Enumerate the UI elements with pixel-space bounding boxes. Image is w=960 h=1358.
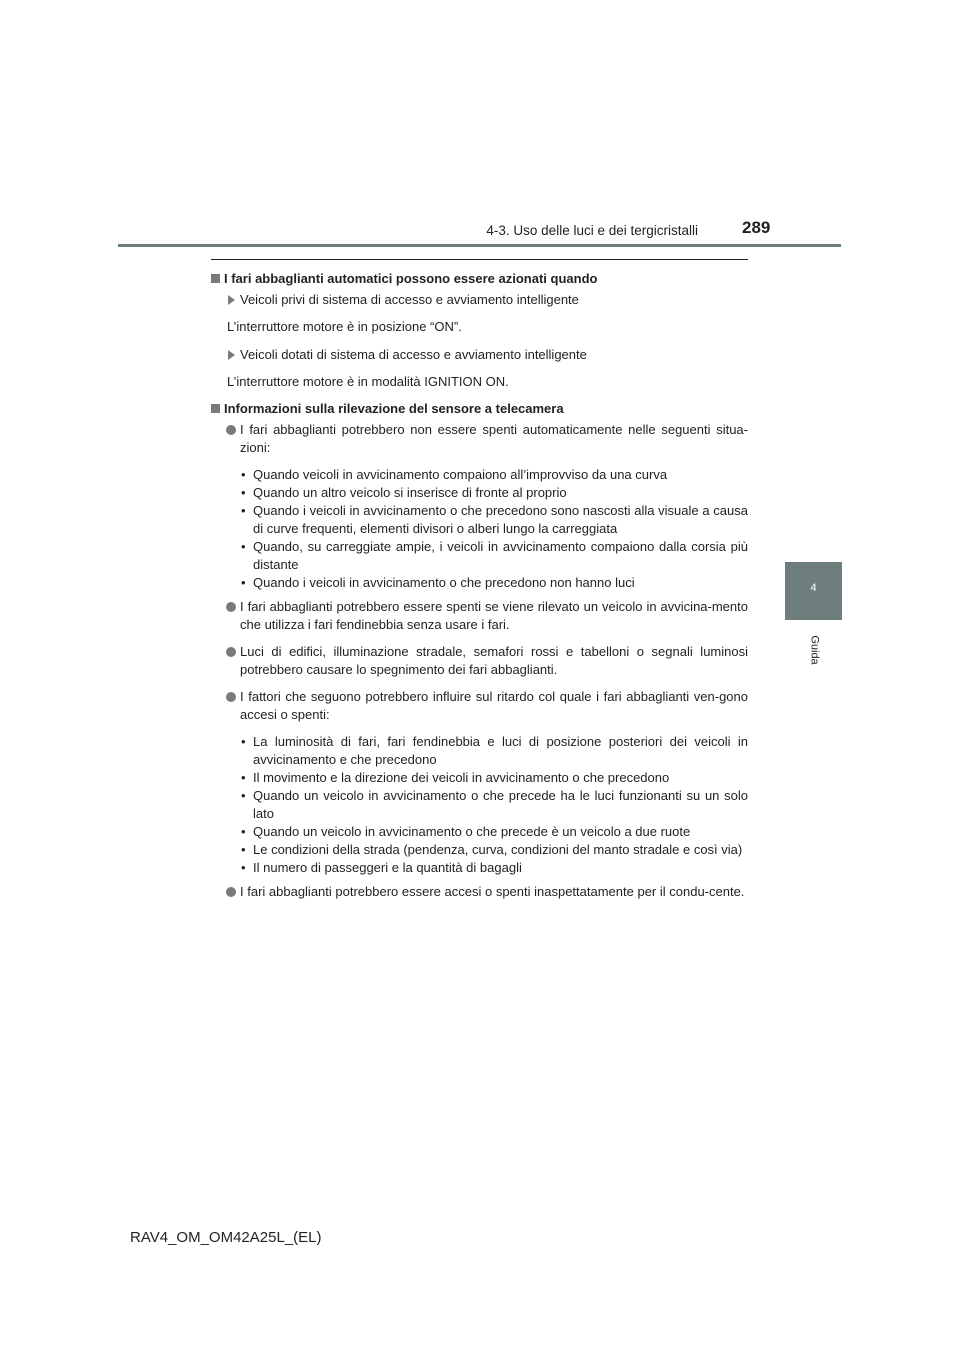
chapter-label: Guida [808, 635, 821, 665]
list-item: • Quando, su carreggiate ampie, i veicoli in avvicinamento compaiono dalla corsia più distante [241, 539, 748, 572]
chapter-number: 4 [810, 582, 817, 594]
header-rule [118, 244, 841, 247]
section-heading [211, 400, 748, 418]
circle-bullet-icon [226, 602, 236, 612]
list-item: • Il movimento e la direzione dei veicoli in avvicinamento o che precedono [241, 770, 670, 785]
list-item: • Quando un altro veicolo si inserisce di fronte al proprio [241, 485, 567, 500]
list-item: • Quando i veicoli in avvicinamento o che precedono non hanno luci [241, 575, 635, 590]
list-item: • Quando un veicolo in avvicinamento o che precede è un veicolo a due ruote [241, 824, 691, 839]
list-item: • Il numero di passeggeri e la quantità di bagagli [241, 860, 522, 875]
list-item: • Quando un veicolo in avvicinamento o che precede ha le luci funzionanti su un solo lato [241, 788, 748, 821]
circle-bullet-icon [226, 887, 236, 897]
info-bullet [211, 421, 748, 457]
content-rule [211, 259, 748, 260]
sub-list [211, 733, 748, 877]
bullet-text: I fari abbaglianti potrebbero essere spenti se viene rilevato un veicolo in avvicina-mento che utilizza i fari fendinebbia senza usare i fari. [240, 599, 748, 632]
circle-bullet-icon [226, 425, 236, 435]
bullet-text: Luci di edifici, illuminazione stradale, semafori rossi e tabelloni o segnali luminosi potrebbero causare lo spegnimento dei fari abbaglianti. [240, 644, 748, 677]
condition-title: Veicoli dotati di sistema di accesso e avviamento intelligente [240, 347, 587, 362]
arrow-right-icon [228, 350, 235, 360]
info-bullet [211, 643, 748, 679]
section-heading [211, 270, 748, 288]
list-item: • Quando i veicoli in avvicinamento o che precedono sono nascosti alla visuale a causa di curve frequenti, elementi divisori o alberi lungo la carreggiata [241, 503, 748, 536]
sub-list [211, 466, 748, 592]
condition-text: L’interruttore motore è in modalità IGNITION ON. [227, 374, 509, 389]
section-title: 4-3. Uso delle luci e dei tergicristalli [486, 223, 698, 238]
page-header [0, 0, 960, 250]
circle-bullet-icon [226, 692, 236, 702]
condition-text: L’interruttore motore è in posizione “ON”. [227, 319, 462, 334]
page-content [211, 270, 748, 901]
condition-item [211, 346, 748, 364]
heading-text: Informazioni sulla rilevazione del sensore a telecamera [224, 401, 564, 416]
info-bullet [211, 883, 748, 901]
circle-bullet-icon [226, 647, 236, 657]
list-item: • Le condizioni della strada (pendenza, curva, condizioni del manto stradale e così via) [241, 842, 743, 857]
heading-text: I fari abbaglianti automatici possono essere azionati quando [224, 271, 598, 286]
doc-code: RAV4_OM_OM42A25L_(EL) [130, 1229, 322, 1246]
condition-title: Veicoli privi di sistema di accesso e avviamento intelligente [240, 292, 579, 307]
chapter-label-box [786, 632, 843, 672]
list-item: • La luminosità di fari, fari fendinebbia e luci di posizione posteriori dei veicoli in avvicinamento e che precedono [241, 734, 748, 767]
square-bullet-icon [211, 274, 220, 283]
page-number: 289 [742, 218, 771, 237]
condition-item [211, 291, 748, 309]
list-item: • Quando veicoli in avvicinamento compaiono all’improvviso da una curva [241, 467, 668, 482]
bullet-text: I fari abbaglianti potrebbero non essere spenti automaticamente nelle seguenti situa-zioni: [240, 422, 748, 455]
arrow-right-icon [228, 295, 235, 305]
bullet-text: I fari abbaglianti potrebbero essere accesi o spenti inaspettatamente per il condu-cente. [240, 884, 745, 899]
info-bullet [211, 688, 748, 724]
bullet-text: I fattori che seguono potrebbero influire sul ritardo col quale i fari abbaglianti ven-gono accesi o spenti: [240, 689, 748, 722]
info-bullet [211, 598, 748, 634]
chapter-tab[interactable] [785, 562, 842, 620]
square-bullet-icon [211, 404, 220, 413]
